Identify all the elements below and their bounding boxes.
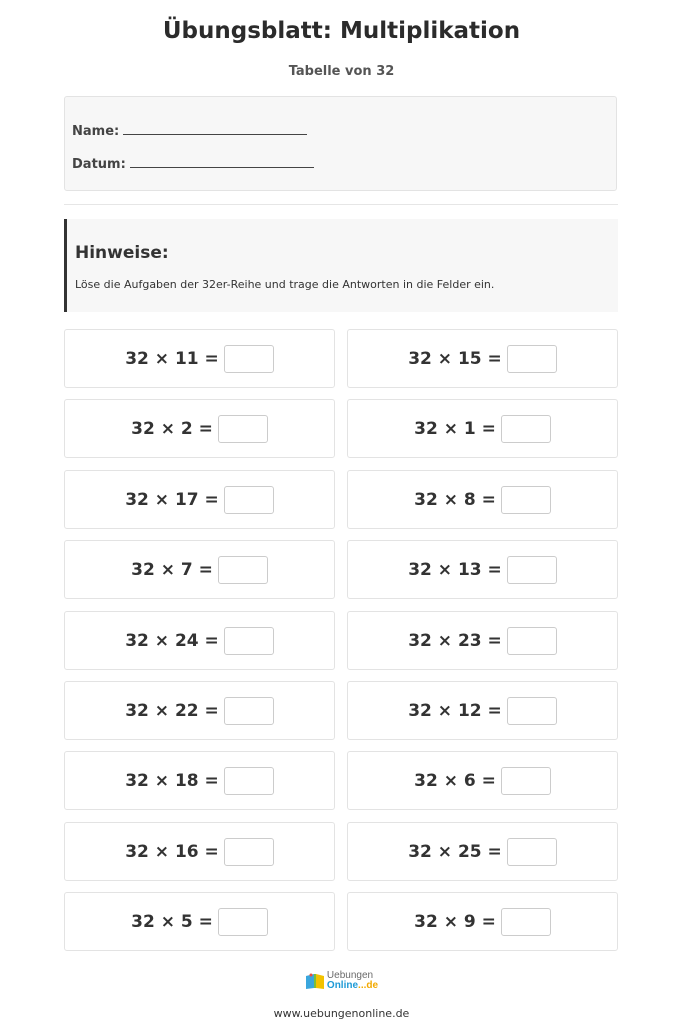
problem-expression: 32 × 18 = [125,770,219,791]
problem-expression: 32 × 9 = [414,911,496,932]
problem-card [347,611,618,670]
hint-text: Löse die Aufgaben der 32er-Reihe und trage die Antworten in die Felder ein. [75,278,495,291]
problem-card [64,681,335,740]
problem-card [64,470,335,529]
logo-line1: Uebungen [326,970,374,981]
problem-card [347,681,618,740]
answer-field[interactable] [507,838,557,866]
answer-field[interactable] [507,345,557,373]
problem-expression: 32 × 12 = [408,700,502,721]
problem-card [347,822,618,881]
problem-card [64,751,335,810]
answer-field[interactable] [501,486,551,514]
problem-card [64,329,335,388]
problem-expression: 32 × 2 = [131,418,213,439]
problem-card [347,751,618,810]
footer-logo [0,967,683,995]
hint-box [64,219,618,312]
problem-expression: 32 × 17 = [125,489,219,510]
problem-card [347,399,618,458]
name-line [72,121,307,139]
name-field[interactable] [123,121,307,135]
problem-card [347,892,618,951]
problem-expression: 32 × 11 = [125,348,219,369]
answer-field[interactable] [224,838,274,866]
answer-field[interactable] [501,767,551,795]
problem-expression: 32 × 15 = [408,348,502,369]
divider [64,204,618,205]
problem-expression: 32 × 22 = [125,700,219,721]
answer-field[interactable] [501,415,551,443]
hint-title: Hinweise: [75,243,169,263]
answer-field[interactable] [224,345,274,373]
answer-field[interactable] [507,627,557,655]
answer-field[interactable] [507,556,557,584]
problem-card [64,822,335,881]
problem-card [64,892,335,951]
date-line [72,154,314,172]
problem-expression: 32 × 8 = [414,489,496,510]
student-info-box [64,96,617,191]
problem-card [347,470,618,529]
answer-field[interactable] [501,908,551,936]
name-label: Name: [72,124,120,139]
answer-field[interactable] [224,767,274,795]
answer-field[interactable] [224,486,274,514]
problem-card [64,611,335,670]
answer-field[interactable] [224,627,274,655]
page-subtitle: Tabelle von 32 [288,64,395,79]
problem-card [64,540,335,599]
date-field[interactable] [130,154,314,168]
book-icon [305,972,325,990]
answer-field[interactable] [218,908,268,936]
problem-card [64,399,335,458]
answer-field[interactable] [224,697,274,725]
problem-expression: 32 × 23 = [408,630,502,651]
problem-expression: 32 × 25 = [408,841,502,862]
date-label: Datum: [72,157,126,172]
answer-field[interactable] [507,697,557,725]
answer-field[interactable] [218,415,268,443]
problem-card [347,540,618,599]
problem-expression: 32 × 5 = [131,911,213,932]
problem-expression: 32 × 16 = [125,841,219,862]
answer-field[interactable] [218,556,268,584]
page-title: Übungsblatt: Multiplikation [162,18,521,44]
problem-expression: 32 × 7 = [131,559,213,580]
logo-line2: Online...de [326,980,379,991]
problem-card [347,329,618,388]
problem-expression: 32 × 1 = [414,418,496,439]
problem-expression: 32 × 24 = [125,630,219,651]
footer-url[interactable]: www.uebungenonline.de [273,1007,410,1020]
problem-expression: 32 × 6 = [414,770,496,791]
problem-expression: 32 × 13 = [408,559,502,580]
